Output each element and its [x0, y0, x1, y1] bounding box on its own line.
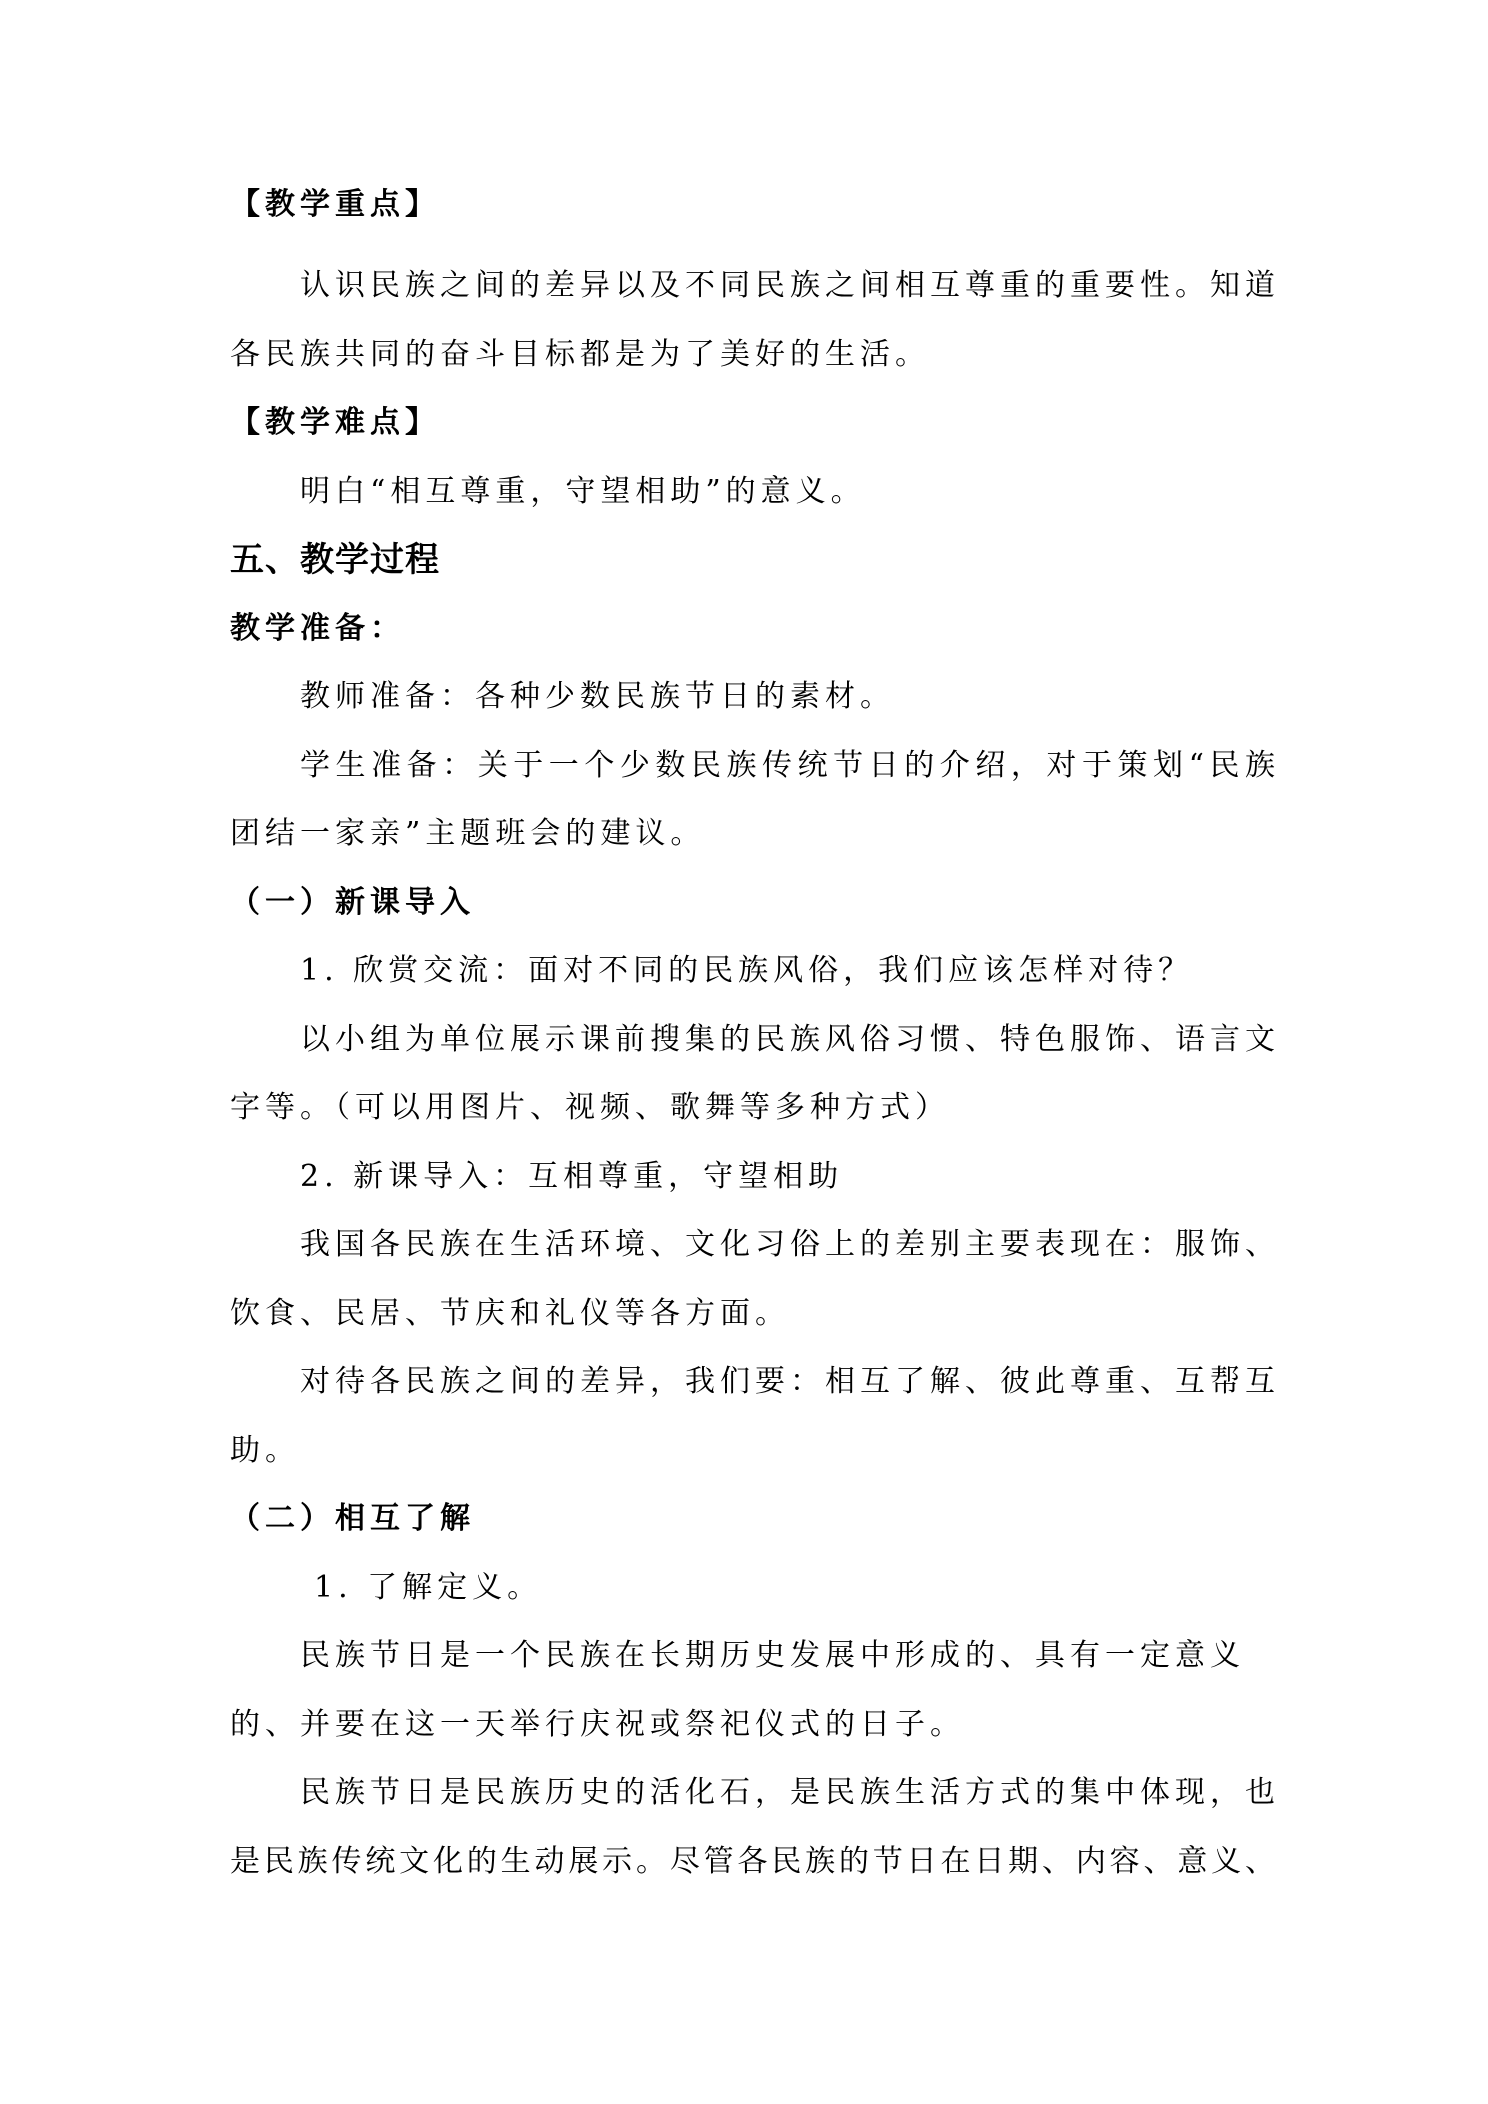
part-one-item-1: 1. 欣赏交流：面对不同的民族风俗，我们应该怎样对待？	[300, 953, 1194, 989]
paragraph-line: 的、并要在这一天举行庆祝或祭祀仪式的日子。	[230, 1706, 965, 1742]
paragraph-line: 认识民族之间的差异以及不同民族之间相互尊重的重要性。知道	[300, 268, 1278, 304]
paragraph-line: 饮食、民居、节庆和礼仪等各方面。	[230, 1295, 790, 1331]
teaching-focus-section	[230, 171, 1278, 389]
paragraph-line: 以小组为单位展示课前搜集的民族风俗习惯、特色服饰、语言文	[300, 1021, 1278, 1057]
paragraph-line: 明白“相互尊重，守望相助”的意义。	[300, 473, 866, 509]
paragraph-line: 我国各民族在生活环境、文化习俗上的差别主要表现在：服饰、	[300, 1227, 1278, 1263]
paragraph-line: 字等。（可以用图片、视频、歌舞等多种方式）	[230, 1090, 950, 1126]
teaching-difficulty-section	[230, 389, 1278, 526]
part-one-heading: （一）新课导入	[230, 884, 475, 920]
teaching-process-title: 五、教学过程	[230, 540, 440, 581]
paragraph-line: 是民族传统文化的生动展示。尽管各民族的节日在日期、内容、意义、	[230, 1843, 1278, 1879]
teaching-difficulty-heading: 【教学难点】	[230, 405, 440, 441]
teacher-preparation: 教师准备：各种少数民族节日的素材。	[300, 679, 895, 715]
student-preparation-line: 学生准备：关于一个少数民族传统节日的介绍，对于策划“民族	[300, 747, 1278, 783]
part-one-subsection	[230, 869, 1278, 1486]
document-page	[230, 171, 1278, 1896]
preparation-subsection	[230, 595, 1278, 869]
part-two-item-1: 1. 了解定义。	[314, 1569, 543, 1605]
paragraph-line: 对待各民族之间的差异，我们要：相互了解、彼此尊重、互帮互	[300, 1364, 1278, 1400]
part-two-subsection	[230, 1485, 1278, 1896]
preparation-heading: 教学准备：	[230, 610, 405, 646]
teaching-process-section	[230, 526, 1278, 1896]
student-preparation-line: 团结一家亲”主题班会的建议。	[230, 816, 706, 852]
paragraph-line: 民族节日是一个民族在长期历史发展中形成的、具有一定意义	[300, 1638, 1245, 1674]
part-one-item-2: 2. 新课导入：互相尊重，守望相助	[300, 1158, 844, 1194]
paragraph-line: 各民族共同的奋斗目标都是为了美好的生活。	[230, 336, 930, 372]
teaching-focus-heading: 【教学重点】	[230, 187, 440, 222]
part-two-heading: （二）相互了解	[230, 1501, 475, 1537]
paragraph-line: 助。	[230, 1432, 300, 1468]
paragraph-line: 民族节日是民族历史的活化石，是民族生活方式的集中体现，也	[300, 1775, 1278, 1811]
